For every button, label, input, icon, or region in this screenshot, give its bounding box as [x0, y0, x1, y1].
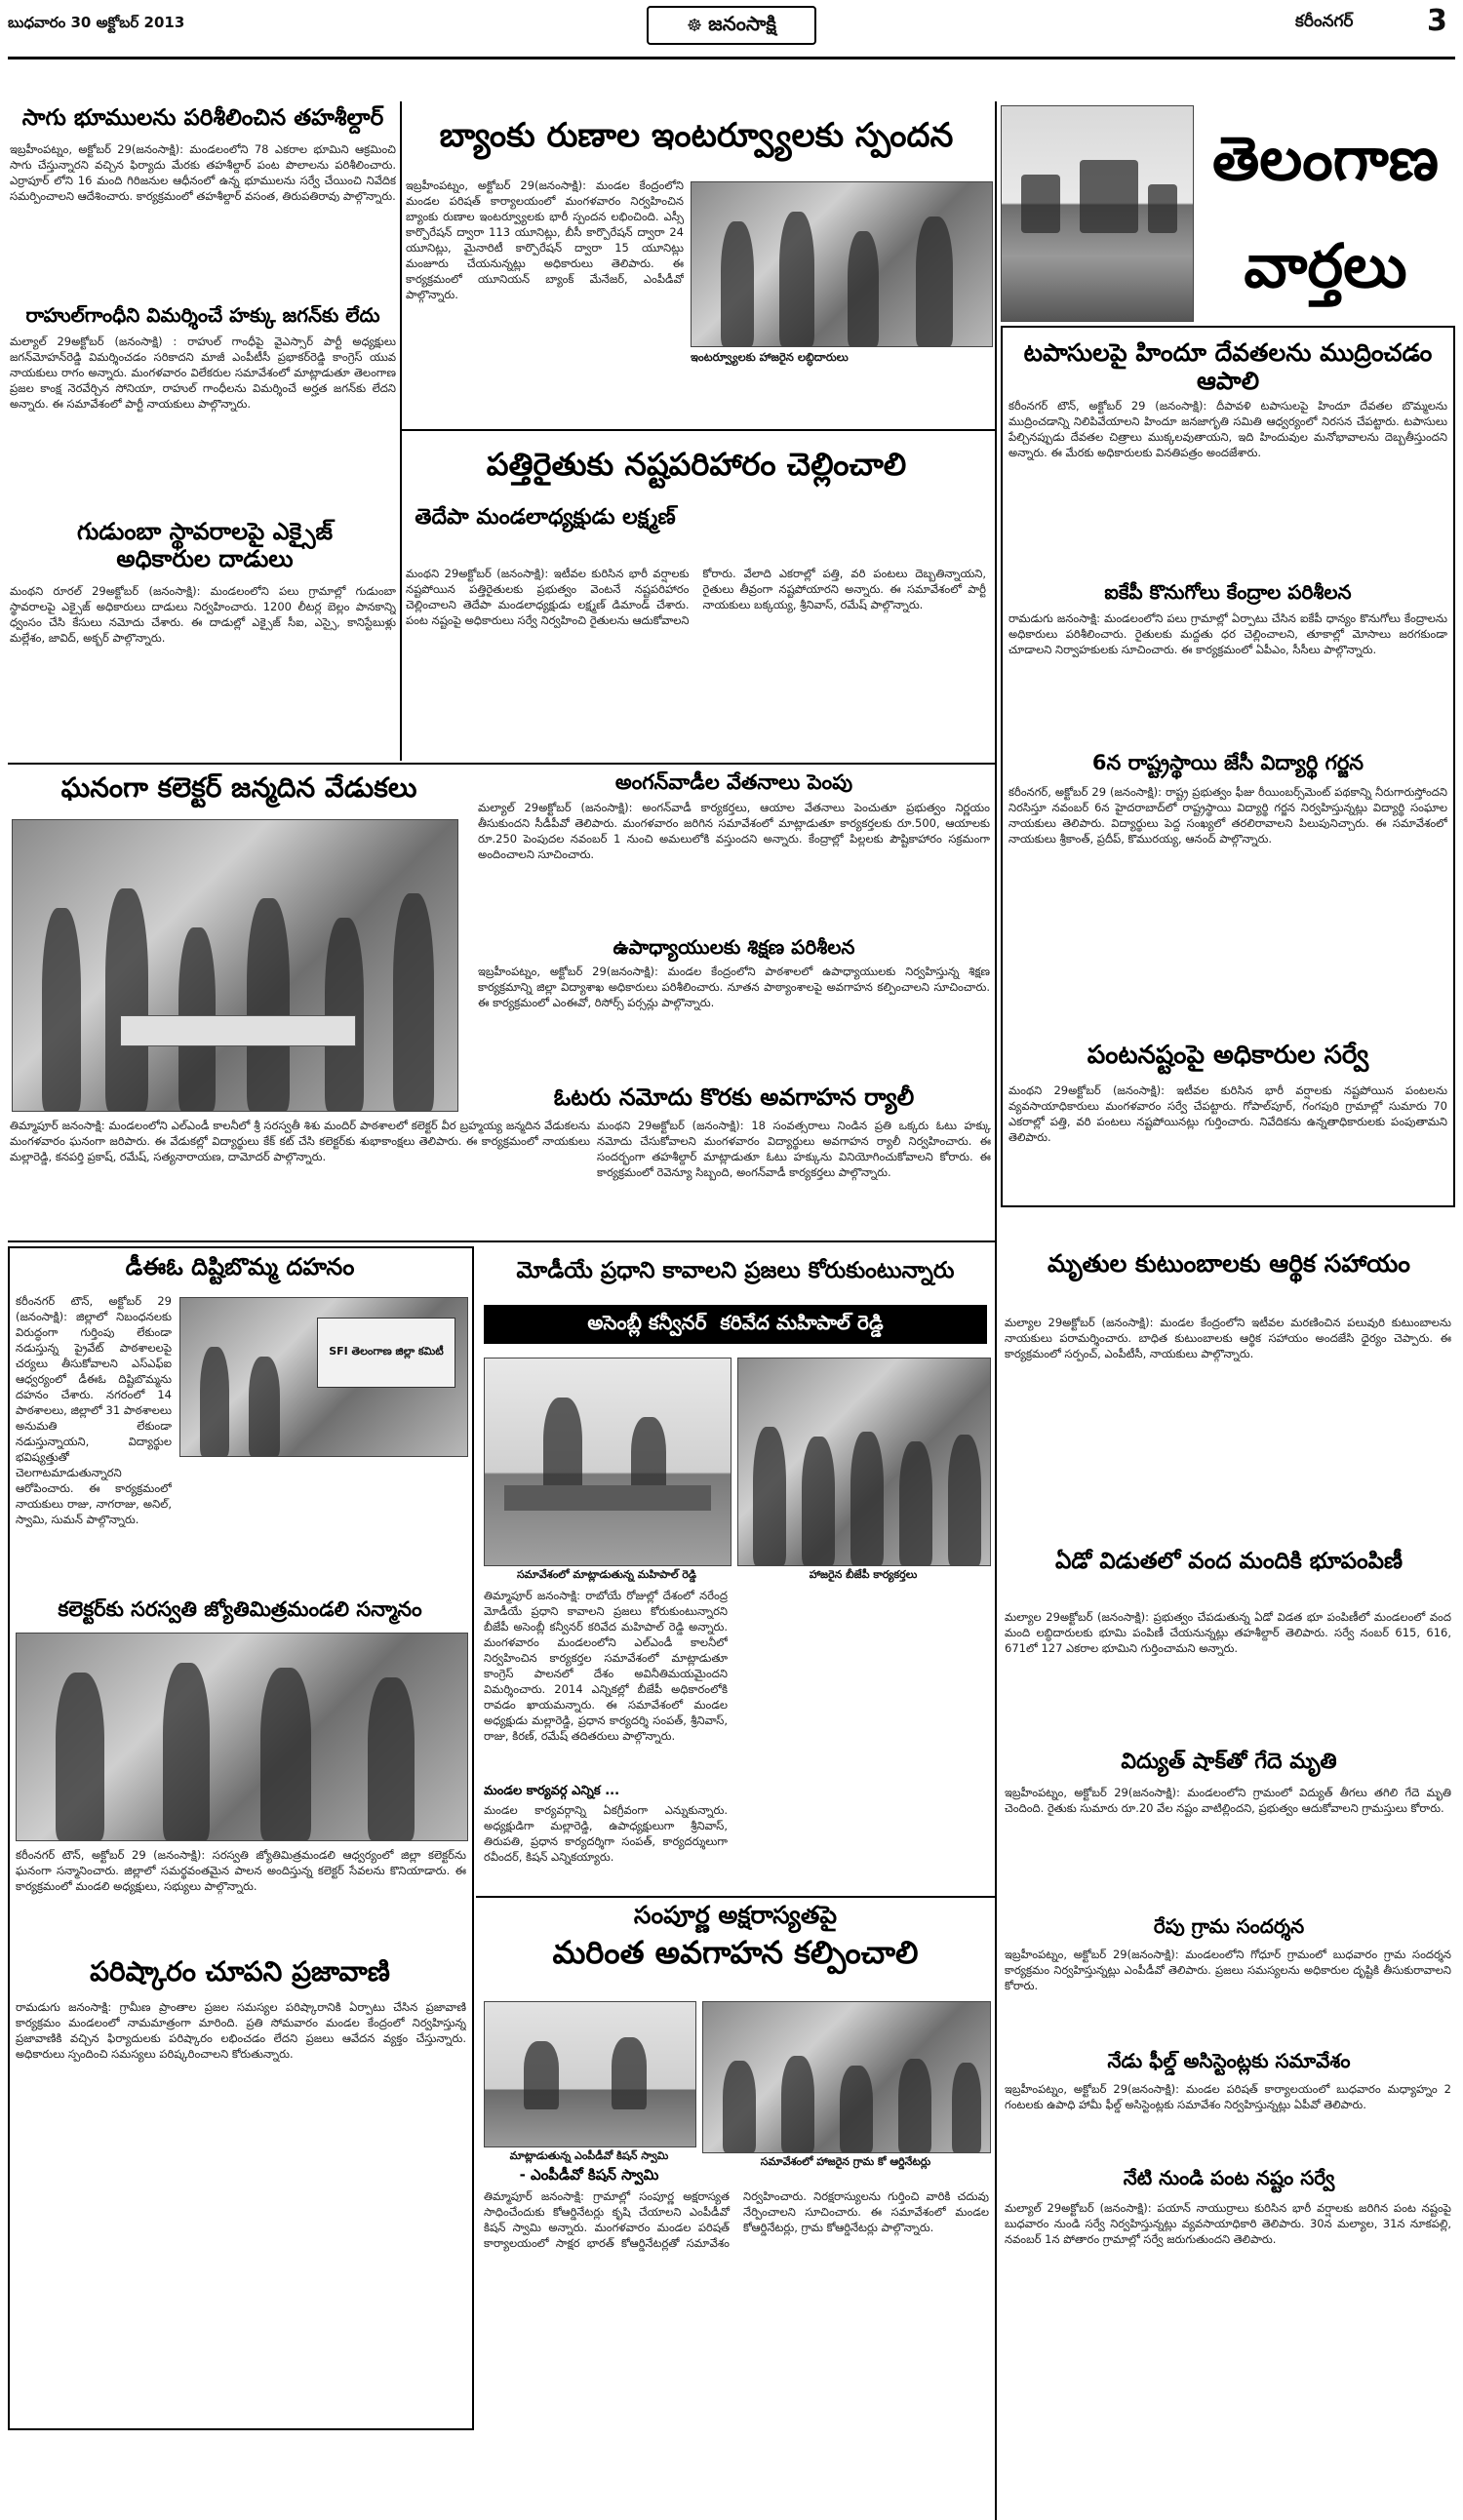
article-body: కరీంనగర్ టౌన్, అక్టోబర్ 29 (జనంసాక్షి): సరస్వతి జ్యోతిమిత్రమండలి ఆధ్వర్యంలో జిల్లా కలెక్టర్‌ను ఘనంగా సన్మానించారు. జిల్లాలో సమర్థవంతమైన పాలన అందిస్తున్న కలెక్టర్ సేవలను కొనియాడారు. ఈ కార్యక్రమంలో మండలి అధ్యక్షులు, సభ్యులు పాల్గొన్నారు.: [16, 1848, 466, 1893]
felicitation-photo: [16, 1633, 468, 1841]
article-body: మంథని 29అక్టోబర్ (జనంసాక్షి): 18 సంవత్సరాలు నిండిన ప్రతి ఒక్కరు ఓటు హక్కు నమోదు చేసుకోవాలని మంగళవారం విద్యార్థులు అవగాహన ర్యాలీ నిర్వహించారు. ఈ సందర్భంగా తహశీల్దార్ మాట్లాడుతూ ఓటు హక్కును వినియోగించుకోవాలని కోరారు. ఈ కార్యక్రమంలో రెవెన్యూ సిబ్బంది, అంగన్‌వాడీ కార్యకర్తలు పాల్గొన్నారు.: [597, 1119, 991, 1179]
headline: ఘనంగా కలెక్టర్ జన్మదిన వేడుకలు: [60, 771, 417, 804]
headline: టపాసులపై హిందూ దేవతలను ముద్రించడం ఆపాలి: [1023, 338, 1433, 395]
paper-logo: [647, 6, 816, 45]
article-body-cont: [179, 1461, 466, 1588]
headline: 6న రాష్ట్రస్థాయి జేసీ విద్యార్థి గర్జన: [1091, 751, 1364, 774]
effigy-protest-photo: [179, 1297, 468, 1457]
article-body: కరీంనగర్, అక్టోబర్ 29 (జనంసాక్షి): రాష్ట్ర ప్రభుత్వం ఫీజు రీయింబర్స్‌మెంట్ పథకాన్ని నీరుగారుస్తోందని నిరసిస్తూ నవంబర్ 6న హైదరాబాద్‌లో రాష్ట్రస్థాయి విద్యార్థి గర్జన నిర్వహిస్తున్నట్లు విద్యార్థి సంఘాల నాయకులు తెలిపారు. విద్యార్థులు పెద్ద సంఖ్యలో తరలిరావాలని పిలుపునిచ్చారు. ఈ సమావేశంలో నాయకులు శ్రీకాంత్, ప్రదీప్, కొమురయ్య, ఆనంద్ పాల్గొన్నారు.: [1008, 785, 1447, 846]
article-body: రామడుగు జనంసాక్షి: గ్రామీణ ప్రాంతాల ప్రజల సమస్యల పరిష్కారానికి ఏర్పాటు చేసిన ప్రజావాణి కార్యక్రమం మండలంలో నామమాత్రంగా మారింది. ప్రతి సోమవారం మండల కేంద్రంలో నిర్వహిస్తున్న ప్రజావాణికి వచ్చిన ఫిర్యాదులకు పరిష్కారం లభించడం లేదని ప్రజలు ఆవేదన వ్యక్తం చేస్తున్నారు. అధికారులు స్పందించి సమస్యలు పరిష్కరించాలని కోరుతున్నారు.: [16, 2000, 466, 2061]
photo-caption: ఇంటర్వ్యూలకు హాజరైన లబ్ధిదారులు: [691, 350, 849, 364]
divider: [8, 1240, 995, 1242]
article-body: మంథని 29అక్టోబర్ (జనంసాక్షి): ఇటీవల కురిసిన భారీ వర్షాలకు నష్టపోయిన పంటలను వ్యవసాయాధికారులు మంగళవారం సర్వే చేపట్టారు. గోపాల్‌పూర్, గంగపురి గ్రామాల్లో సుమారు 70 ఎకరాల్లో పత్తి, వరి పంటలు నష్టపోయినట్లు గుర్తించారు. నివేదికను ఉన్నతాధికారులకు పంపుతామని తెలిపారు.: [1008, 1083, 1447, 1144]
masthead: [8, 0, 1455, 55]
headline-line-2: మరింత అవగాహన కల్పించాలి: [552, 1934, 919, 1971]
article-body: కరీంనగర్ టౌన్, అక్టోబర్ 29 (జనంసాక్షి): జిల్లాలో నిబంధనలకు విరుద్ధంగా గుర్తింపు లేకుండా నడుస్తున్న ప్రైవేట్ పాఠశాలలపై చర్యలు తీసుకోవాలని ఎస్‌ఎఫ్ఐ ఆధ్వర్యంలో డీఈఓ దిష్టిబొమ్మను దహనం చేశారు. నగరంలో 14 పాఠశాలలు, జిల్లాలో 31 పాఠశాలలు అనుమతి లేకుండా నడుస్తున్నాయని, విద్యార్థుల భవిష్యత్తుతో చెలగాటమాడుతున్నారని ఆరోపించారు. ఈ కార్యక్రమంలో నాయకులు రాజు, నాగరాజు, అనిల్, స్వామి, సుమన్ పాల్గొన్నారు.: [16, 1294, 172, 1526]
headline: గుడుంబా స్థావరాలపై ఎక్సైజ్ అధికారుల దాడులు: [77, 518, 333, 572]
photo-caption: హాజరైన బీజేపీ కార్యకర్తలు: [809, 1568, 918, 1581]
divider: [8, 763, 995, 765]
article-body-cont: [737, 1588, 989, 1890]
article-body: ఇబ్రహీంపట్నం, అక్టోబర్ 29(జనంసాక్షి): మండల పరిషత్ కార్యాలయంలో బుధవారం మధ్యాహ్నం 2 గంటలకు ఉపాధి హామీ ఫీల్డ్ అసిస్టెంట్లకు సమావేశం నిర్వహిస్తున్నట్లు ఏపీవో తెలిపారు.: [1005, 2082, 1451, 2111]
divider: [476, 1896, 995, 1898]
fort-ruins-photo: [1001, 105, 1194, 322]
article-body: మంథని రూరల్ 29అక్టోబర్ (జనంసాక్షి): మండలంలోని పలు గ్రామాల్లో గుడుంబా స్థావరాలపై ఎక్సైజ్ అధికారులు దాడులు నిర్వహించారు. 1200 లీటర్ల బెల్లం పానకాన్ని ధ్వంసం చేసి కేసులు నమోదు చేశారు. ఈ దాడుల్లో ఎక్సైజ్ సీఐ, ఎస్సై, కానిస్టేబుళ్లు మల్లేశం, జావిద్, అక్బర్ పాల్గొన్నారు.: [10, 584, 396, 645]
headline: పంటనష్టంపై అధికారుల సర్వే: [1087, 1041, 1369, 1070]
page-number: 3: [1427, 4, 1447, 38]
headline: మోడీయే ప్రధాని కావాలని ప్రజలు కోరుకుంటున్నారు: [516, 1258, 955, 1283]
article-body: ఇబ్రహీంపట్నం, అక్టోబర్ 29(జనంసాక్షి): మండలంలోని గ్రామంలో విద్యుత్ తీగలు తగిలి గేదె మృతి చెందింది. రైతుకు సుమారు రూ.20 వేల నష్టం వాటిల్లిందని, ప్రభుత్వం ఆదుకోవాలని గ్రామస్తులు కోరారు.: [1005, 1786, 1451, 1815]
section-banner: [1196, 105, 1455, 320]
headline: అంగన్‌వాడీల వేతనాలు పెంపు: [614, 770, 853, 794]
banner-line-1: తెలంగాణ: [1212, 123, 1439, 194]
divider: [402, 429, 995, 431]
column-rule: [400, 101, 402, 761]
photo-caption: సమావేశంలో హాజరైన గ్రామ కో ఆర్డినేటర్లు: [760, 2155, 931, 2168]
headline: సంపూర్ణ అక్షరాస్యతపై: [633, 1901, 838, 1929]
headline: ఐకేపీ కొనుగోలు కేంద్రాల పరిశీలన: [1104, 580, 1352, 604]
article-body: ఇబ్రహీంపట్నం, అక్టోబర్ 29(జనంసాక్షి): మండల కేంద్రంలోని పాఠశాలలో ఉపాధ్యాయులకు నిర్వహిస్తున్న శిక్షణ కార్యక్రమాన్ని జిల్లా విద్యాశాఖ అధికారులు పరిశీలించారు. నూతన పాఠ్యాంశాలపై అవగాహన కల్పించాలని సూచించారు. ఈ కార్యక్రమంలో ఎంఈవో, రిసోర్స్ పర్సన్లు పాల్గొన్నారు.: [478, 965, 990, 1009]
subsection-heading: మండల కార్యవర్గ ఎన్నిక ...: [484, 1784, 620, 1798]
photo-caption-name: - ఎంపీడీవో కిషన్ స్వామి: [519, 2166, 659, 2184]
column-rule: [995, 101, 997, 2520]
meeting-speaker-photo: [484, 1358, 732, 1566]
issue-date: బుధవారం 30 అక్టోబర్ 2013: [8, 14, 185, 31]
article-body: తిమ్మాపూర్ జనంసాక్షి: గ్రామాల్లో సంపూర్ణ అక్షరాస్యత సాధించేందుకు కోఆర్డినేటర్లు కృషి చేయాలని ఎంపీడీవో కిషన్ స్వామి అన్నారు. మంగళవారం మండల పరిషత్ కార్యాలయంలో సాక్షర భారత్ కోఆర్డినేటర్లతో సమావేశం నిర్వహించారు. నిరక్షరాస్యులను గుర్తించి వారికి చదువు నేర్పించాలని సూచించారు. ఈ సమావేశంలో మండల కోఆర్డినేటర్లు, గ్రామ కోఆర్డినేటర్లు పాల్గొన్నారు.: [484, 2189, 989, 2250]
headline: ఓటరు నమోదు కొరకు అవగాహన ర్యాలీ: [553, 1083, 915, 1111]
article-body: ఇబ్రహీంపట్నం, అక్టోబర్ 29(జనంసాక్షి): మండల కేంద్రంలోని మండల పరిషత్ కార్యాలయంలో మంగళవారం నిర్వహించిన బ్యాంకు రుణాల ఇంటర్వ్యూలకు భారీ స్పందన లభించింది. ఎస్సీ కార్పొరేషన్ ద్వారా 113 యూనిట్లు, బీసీ కార్పొరేషన్ ద్వారా 24 యూనిట్లు, మైనారిటీ కార్పొరేషన్ ద్వారా 15 యూనిట్లు మంజూరు చేయనున్నట్లు అధికారులు తెలిపారు. ఈ కార్యక్రమంలో యూనియన్ బ్యాంక్ మేనేజర్, ఎంపీడీవో పాల్గొన్నారు.: [406, 178, 684, 301]
headline: డీఈఓ దిష్టిబొమ్మ దహనం: [125, 1253, 355, 1280]
headline: పత్తిరైతుకు నష్టపరిహారం చెల్లించాలి: [486, 446, 907, 483]
article-body: మల్యాల 29అక్టోబర్ (జనంసాక్షి): ప్రభుత్వం చేపడుతున్న ఏడో విడత భూ పంపిణీలో మండలంలో వంద మంది లబ్ధిదారులకు భూమి పంపిణీ చేయనున్నట్లు తహశీల్దార్ తెలిపారు. సర్వే నంబర్ 615, 616, 671లో 127 ఎకరాల భూమిని గుర్తించామని అన్నారు.: [1005, 1610, 1451, 1655]
banner-line-2: వార్తలు: [1244, 230, 1407, 301]
logo-text: జనంసాక్షి: [708, 11, 776, 35]
sfi-banner: SFI తెలంగాణ జిల్లా కమిటీ: [317, 1318, 455, 1388]
photo-caption: మాట్లాడుతున్న ఎంపీడీవో కిషన్ స్వామి: [509, 2149, 669, 2162]
headline: రేపు గ్రామ సందర్శన: [1153, 1914, 1305, 1938]
article-body: కరీంనగర్ టౌన్, అక్టోబర్ 29 (జనంసాక్షి): దీపావళి టపాసులపై హిందూ దేవతల బొమ్మలను ముద్రించడాన్ని నిలిపివేయాలని హిందూ జనజాగృతి సమితి ఆధ్వర్యంలో నిరసన చేపట్టారు. టపాసులు పేల్చినప్పుడు దేవతల చిత్రాలు ముక్కలవుతాయని, ఇది హిందువుల మనోభావాలను దెబ్బతీస్తుందని అన్నారు. ఈ మేరకు అధికారులకు వినతిపత్రం అందజేశారు.: [1008, 399, 1447, 459]
article-body: తిమ్మాపూర్ జనంసాక్షి: రాబోయే రోజుల్లో దేశంలో నరేంద్ర మోడీయే ప్రధాని కావాలని ప్రజలు కోరుకుంటున్నారని బీజేపీ అసెంబ్లీ కన్వీనర్ కరివేద మహిపాల్ రెడ్డి అన్నారు. మంగళవారం మండలంలోని ఎల్‌ఎండీ కాలనీలో నిర్వహించిన కార్యకర్తల సమావేశంలో మాట్లాడుతూ కాంగ్రెస్ పాలనలో దేశం అవినీతిమయమైందని విమర్శించారు. 2014 ఎన్నికల్లో బీజేపీ అధికారంలోకి రావడం ఖాయమన్నారు. ఈ సమావేశంలో మండల అధ్యక్షుడు మల్లారెడ్డి, ప్రధాన కార్యదర్శి సంపత్, శ్రీనివాస్, రాజు, కిరణ్, రమేష్ తదితరులు పాల్గొన్నారు.: [484, 1589, 728, 1743]
article-body: ఇబ్రహీంపట్నం, అక్టోబర్ 29(జనంసాక్షి): మండలంలోని గోధూర్ గ్రామంలో బుధవారం గ్రామ సందర్శన కార్యక్రమం నిర్వహిస్తున్నట్లు ఎంపీడీవో తెలిపారు. ప్రజలు సమస్యలను అధికారుల దృష్టికి తీసుకురావాలని కోరారు.: [1005, 1948, 1451, 1992]
headline: నేడు ఫీల్డ్ అసిస్టెంట్లకు సమావేశం: [1107, 2049, 1351, 2072]
edition-name: కరీంనగర్: [1295, 12, 1354, 31]
article-body: మల్యాల్ 29అక్టోబర్ (జనంసాక్షి) : రాహుల్ గాంధీపై వైఎస్సార్ పార్టీ అధ్యక్షులు జగన్‌మోహన్‌రెడ్డి విమర్శించడం సరికాదని మాజీ ఎంపీటీసీ ప్రభాకర్‌రెడ్డి కాంగ్రెస్ యువ నాయకులు రాగం అన్నారు. మంగళవారం విలేకరుల సమావేశంలో మాట్లాడుతూ తెలంగాణ ప్రజల కాంక్ష నెరవేర్చిన సోనియా, రాహుల్ గాంధీలను విమర్శించే అర్హత జగన్‌కు లేదని అన్నారు. ఈ సమావేశంలో పార్టీ నాయకులు పాల్గొన్నారు.: [10, 335, 396, 411]
headline: కలెక్టర్‌కు సరస్వతి జ్యోతిమిత్రమండలి సన్మానం: [58, 1597, 422, 1621]
logo-icon: ☸: [686, 15, 703, 36]
mpdo-speaking-photo: [484, 2001, 696, 2147]
subheadline: అసెంబ్లీ కన్వీనర్ కరివేద మహిపాల్ రెడ్డి: [587, 1310, 884, 1334]
crowd-photo: [737, 1358, 991, 1566]
headline: విద్యుత్ షాక్‌తో గేదె మృతి: [1121, 1750, 1337, 1774]
headline: బ్యాంకు రుణాల ఇంటర్వ్యూలకు స్పందన: [439, 116, 954, 155]
birthday-photo: [12, 819, 458, 1112]
article-body: ఇబ్రహీంపట్నం, అక్టోబర్ 29(జనంసాక్షి): మండలంలోని 78 ఎకరాల భూమిని ఆక్రమించి సాగు చేస్తున్నారని వచ్చిన ఫిర్యాదు మేరకు తహశీల్దార్ పంట పొలాలను పరిశీలించారు. ఎర్రాపూర్ లోని 16 మంది గిరిజనుల ఆధీనంలో ఉన్న భూములను సర్వే చేయించి నివేదిక సమర్పించాలని ఆదేశించారు. కార్యక్రమంలో తహశీల్దార్ వసంత, తిరుపతిరావు పాల్గొన్నారు.: [10, 142, 396, 203]
headline: సాగు భూములను పరిశీలించిన తహశీల్దార్: [21, 105, 384, 131]
headline: రాహుల్‌గాంధీని విమర్శించే హక్కు జగన్‌కు లేదు: [25, 303, 380, 327]
article-body: మంథని 29అక్టోబర్ (జనంసాక్షి): ఇటీవల కురిసిన భారీ వర్షాలకు నష్టపోయిన పత్తిరైతులకు ప్రభుత్వం వెంటనే నష్టపరిహారం చెల్లించాలని తెదేపా మండలాధ్యక్షుడు లక్ష్మణ్ డిమాండ్ చేశారు. పంట నష్టంపై అధికారులు సర్వే నిర్వహించి రైతులను ఆదుకోవాలని కోరారు. వేలాది ఎకరాల్లో పత్తి, వరి పంటలు దెబ్బతిన్నాయని, రైతులు తీవ్రంగా నష్టపోయారని అన్నారు. ఈ సమావేశంలో పార్టీ నాయకులు బక్కయ్య, శ్రీనివాస్, రమేష్ పాల్గొన్నారు.: [406, 567, 986, 627]
subheadline: తెదేపా మండలాధ్యక్షుడు లక్ష్మణ్: [415, 505, 676, 530]
article-body: మల్యాల్ 29అక్టోబర్ (జనంసాక్షి): అంగన్‌వాడీ కార్యకర్తలు, ఆయాల వేతనాలు పెంచుతూ ప్రభుత్వం నిర్ణయం తీసుకుందని సీడీపీవో తెలిపారు. మంగళవారం జరిగిన సమావేశంలో మాట్లాడుతూ కార్యకర్తలకు రూ.500, ఆయాలకు రూ.250 పెంపుదల నవంబర్ 1 నుంచి అమలులోకి వస్తుందని అన్నారు. కేంద్రాల్లో పిల్లలకు పౌష్టికాహారం సక్రమంగా అందించాలని సూచించారు.: [478, 801, 990, 861]
subheadline-bar: [484, 1305, 987, 1344]
article-body: తిమ్మాపూర్ జనంసాక్షి: మండలంలోని ఎల్‌ఎండీ కాలనీలో శ్రీ సరస్వతీ శిశు మందిర్ పాఠశాలలో కలెక్టర్ వీర బ్రహ్మయ్య జన్మదిన వేడుకలను మంగళవారం ఘనంగా జరిపారు. ఈ వేడుకల్లో విద్యార్థులు కేక్ కట్ చేసి కలెక్టర్‌కు శుభాకాంక్షలు తెలిపారు. ఈ కార్యక్రమంలో నాయకులు మల్లారెడ్డి, కనపర్తి ప్రకాష్, రమేష్, సత్యనారాయణ, దామోదర్ పాల్గొన్నారు.: [10, 1119, 590, 1163]
headline: పరిష్కారం చూపని ప్రజావాణి: [90, 1955, 390, 1988]
headline: నేటి నుండి పంట నష్టం సర్వే: [1123, 2166, 1335, 2189]
photo-caption: సమావేశంలో మాట్లాడుతున్న మహిపాల్ రెడ్డి: [516, 1568, 697, 1581]
headline: ఏడో విడుతలో వంద మందికి భూపంపిణీ: [1054, 1549, 1404, 1574]
article-body: మల్యాల్ 29అక్టోబర్ (జనంసాక్షి): పయాన్ నాయుర్రాలు కురిసిన భారీ వర్షాలకు జరిగిన పంట నష్టంపై బుధవారం నుండి సర్వే నిర్వహిస్తున్నట్లు వ్యవసాయాధికారి తెలిపారు. 30న మల్యాల, 31న నూకపల్లి, నవంబర్ 1న పోతారం గ్రామాల్లో సర్వే జరుగుతుందని తెలిపారు.: [1005, 2201, 1451, 2246]
headline: ఉపాధ్యాయులకు శిక్షణ పరిశీలన: [613, 935, 855, 959]
bank-interview-photo: [691, 181, 993, 347]
headline: మృతుల కుటుంబాలకు ఆర్థిక సహాయం: [1048, 1249, 1410, 1278]
masthead-rule: [8, 57, 1455, 59]
coordinators-photo: [702, 2001, 991, 2153]
article-body: మండల కార్యవర్గాన్ని ఏకగ్రీవంగా ఎన్నుకున్నారు. అధ్యక్షుడిగా మల్లారెడ్డి, ఉపాధ్యక్షులుగా శ్రీనివాస్, తిరుపతి, ప్రధాన కార్యదర్శిగా సంపత్, కార్యదర్శులుగా రవీందర్, కిషన్ ఎన్నికయ్యారు.: [484, 1803, 728, 1864]
article-body: మల్యాల 29అక్టోబర్ (జనంసాక్షి): మండల కేంద్రంలోని ఇటీవల మరణించిన పలువురి కుటుంబాలను నాయకులు పరామర్శించారు. బాధిత కుటుంబాలకు ఆర్థిక సహాయం అందజేసి ధైర్యం చెప్పారు. ఈ కార్యక్రమంలో సర్పంచ్, ఎంపీటీసీ, నాయకులు పాల్గొన్నారు.: [1005, 1316, 1451, 1360]
article-body: రామడుగు జనంసాక్షి: మండలంలోని పలు గ్రామాల్లో ఏర్పాటు చేసిన ఐకేపీ ధాన్యం కొనుగోలు కేంద్రాలను అధికారులు పరిశీలించారు. రైతులకు మద్దతు ధర చెల్లించాలని, తూకాల్లో మోసాలు జరగకుండా చూడాలని నిర్వాహకులకు సూచించారు. ఈ కార్యక్రమంలో ఏపీఎం, సీసీలు పాల్గొన్నారు.: [1008, 611, 1447, 656]
